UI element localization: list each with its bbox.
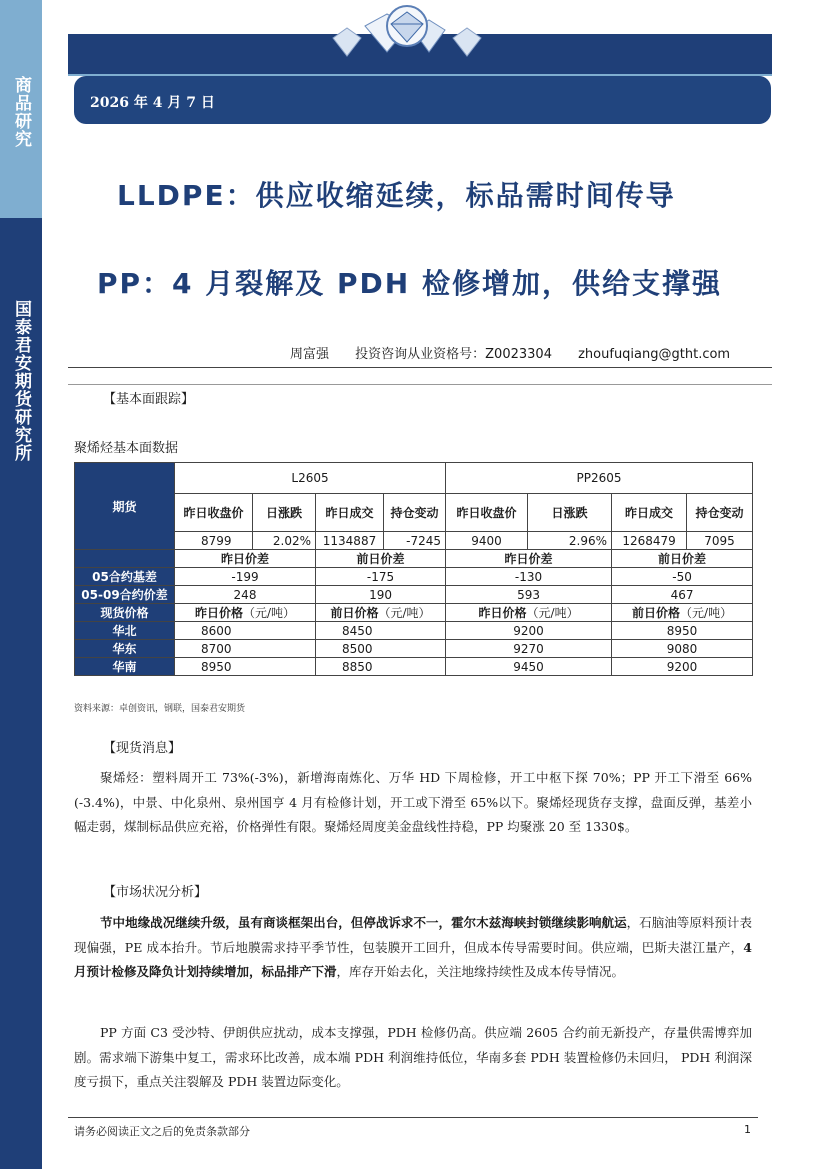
spot-news-paragraph — [74, 766, 752, 840]
region-price: 8850 — [316, 658, 446, 676]
futures-label: 期货 — [75, 463, 175, 550]
col-header: 昨日成交 — [316, 494, 384, 532]
region-name: 华北 — [75, 622, 175, 640]
region-name: 华南 — [75, 658, 175, 676]
region-price: 8700 — [175, 640, 316, 658]
basis-value: -199 — [175, 568, 316, 586]
author-name: 周富强 — [290, 347, 330, 362]
spot-header: 前日价格（元/吨） — [612, 604, 753, 622]
spread-header: 前日价差 — [612, 550, 753, 568]
diamond-logo-image — [325, 2, 490, 64]
spot-header: 昨日价格（元/吨） — [175, 604, 316, 622]
spread-header: 前日价差 — [316, 550, 446, 568]
col-header: 昨日收盘价 — [175, 494, 253, 532]
author-qualification: 投资咨询从业资格号：Z0023304 — [355, 347, 552, 362]
spot-label: 现货价格 — [75, 604, 175, 622]
futures-value: 7095 — [687, 532, 753, 550]
sidebar-category: 商品研究 — [11, 76, 31, 148]
col-header: 昨日收盘价 — [446, 494, 528, 532]
region-price: 8950 — [175, 658, 316, 676]
col-header: 持仓变动 — [687, 494, 753, 532]
futures-value: 9400 — [446, 532, 528, 550]
basis-label: 05合约基差 — [75, 568, 175, 586]
spread-label: 05-09合约价差 — [75, 586, 175, 604]
region-price: 8600 — [175, 622, 316, 640]
footer-rule — [68, 1117, 758, 1118]
region-price: 9200 — [446, 622, 612, 640]
col-header: 日涨跌 — [253, 494, 316, 532]
basis-value: -175 — [316, 568, 446, 586]
report-date: 2026 年 4 月 7 日 — [90, 95, 215, 111]
spread-header: 昨日价差 — [175, 550, 316, 568]
region-name: 华东 — [75, 640, 175, 658]
fundamentals-table — [74, 462, 753, 676]
futures-value: 1134887 — [316, 532, 384, 550]
spread-value: 593 — [446, 586, 612, 604]
col-header: 昨日成交 — [612, 494, 687, 532]
table-row — [75, 658, 753, 676]
author-line — [290, 343, 752, 362]
table-caption: 聚烯烃基本面数据 — [74, 441, 179, 456]
contract-a: L2605 — [175, 463, 446, 494]
spot-header: 昨日价格（元/吨） — [446, 604, 612, 622]
col-header: 日涨跌 — [528, 494, 612, 532]
col-header: 持仓变动 — [384, 494, 446, 532]
spot-news-text: 聚烯烃：塑料周开工 73%(-3%)，新增海南炼化、万华 HD 下周检修，开工中枢下探 70%；PP 开工下滑至 66%(-3.4%)，中景、中化泉州、泉州国亨 4 月有检修计划，开工或下滑至 65%以下。聚烯烃现货存支撑，盘面反弹，基差小幅走弱，煤制标品供应充裕，价格弹性有限。聚烯烃周度美金盘线性持稳，PP 均聚涨 20 至 1330$。 — [74, 770, 752, 835]
analysis-text-1: ，石脑油等原料预计表现偏强，PE 成本抬升。节后地膜需求持平季节性，包装膜开工回升，但成本传导需要时间。供应端，巴斯夫湛江量产， — [74, 915, 752, 955]
region-price: 8450 — [316, 622, 446, 640]
spread-value: 190 — [316, 586, 446, 604]
section-market-analysis: 【市场状况分析】 — [103, 885, 208, 900]
page-number: 1 — [744, 1123, 751, 1136]
section-divider — [68, 384, 772, 385]
region-price: 9080 — [612, 640, 753, 658]
title-lldpe: LLDPE：供应收缩延续，标品需时间传导 — [117, 179, 676, 212]
analysis-paragraph-2 — [74, 1021, 752, 1095]
table-row — [75, 622, 753, 640]
title-pp: PP：4 月裂解及 PDH 检修增加，供给支撑强 — [97, 267, 722, 300]
futures-value: 2.02% — [253, 532, 316, 550]
analysis-text-2: ，库存开始去化，关注地缘持续性及成本传导情况。 — [336, 964, 625, 980]
region-price: 9200 — [612, 658, 753, 676]
basis-value: -50 — [612, 568, 753, 586]
analysis-bold-1: 节中地缘战况继续升级，虽有商谈框架出台，但停战诉求不一，霍尔木兹海峡封锁继续影响航运 — [100, 915, 627, 930]
spread-value: 248 — [175, 586, 316, 604]
author-email[interactable]: zhoufuqiang@gtht.com — [578, 347, 731, 362]
analysis-paragraph-1 — [74, 911, 752, 985]
futures-value: 1268479 — [612, 532, 687, 550]
contract-b: PP2605 — [446, 463, 753, 494]
data-source-note: 资料来源：卓创资讯，钢联，国泰君安期货 — [74, 704, 246, 714]
futures-value: -7245 — [384, 532, 446, 550]
region-price: 9450 — [446, 658, 612, 676]
region-price: 8950 — [612, 622, 753, 640]
author-divider — [68, 367, 772, 368]
region-price: 9270 — [446, 640, 612, 658]
analysis-bold-2: 4 月预计检修及降负计划持续增加，标品排产下滑 — [74, 939, 752, 980]
sidebar-institute: 国泰君安期货研究所 — [11, 300, 31, 462]
region-price: 8500 — [316, 640, 446, 658]
futures-value: 2.96% — [528, 532, 612, 550]
futures-value: 8799 — [175, 532, 253, 550]
section-fundamentals: 【基本面跟踪】 — [103, 392, 195, 407]
basis-value: -130 — [446, 568, 612, 586]
analysis-text-3: PP 方面 C3 受沙特、伊朗供应扰动，成本支撑强，PDH 检修仍高。供应端 2605 合约前无新投产，存量供需博弈加剧。需求端下游集中复工，需求环比改善，成本端 PDH 利润维持低位，华南多套 PDH 装置检修仍未回归， PDH 利润深度亏损下，重点关注裂解及 PDH 装置边际变化。 — [74, 1025, 752, 1090]
spot-header: 前日价格（元/吨） — [316, 604, 446, 622]
spread-header: 昨日价差 — [446, 550, 612, 568]
section-spot-news: 【现货消息】 — [103, 741, 182, 756]
spread-value: 467 — [612, 586, 753, 604]
footer-disclaimer[interactable]: 请务必阅读正文之后的免责条款部分 — [74, 1125, 250, 1138]
table-row — [75, 640, 753, 658]
